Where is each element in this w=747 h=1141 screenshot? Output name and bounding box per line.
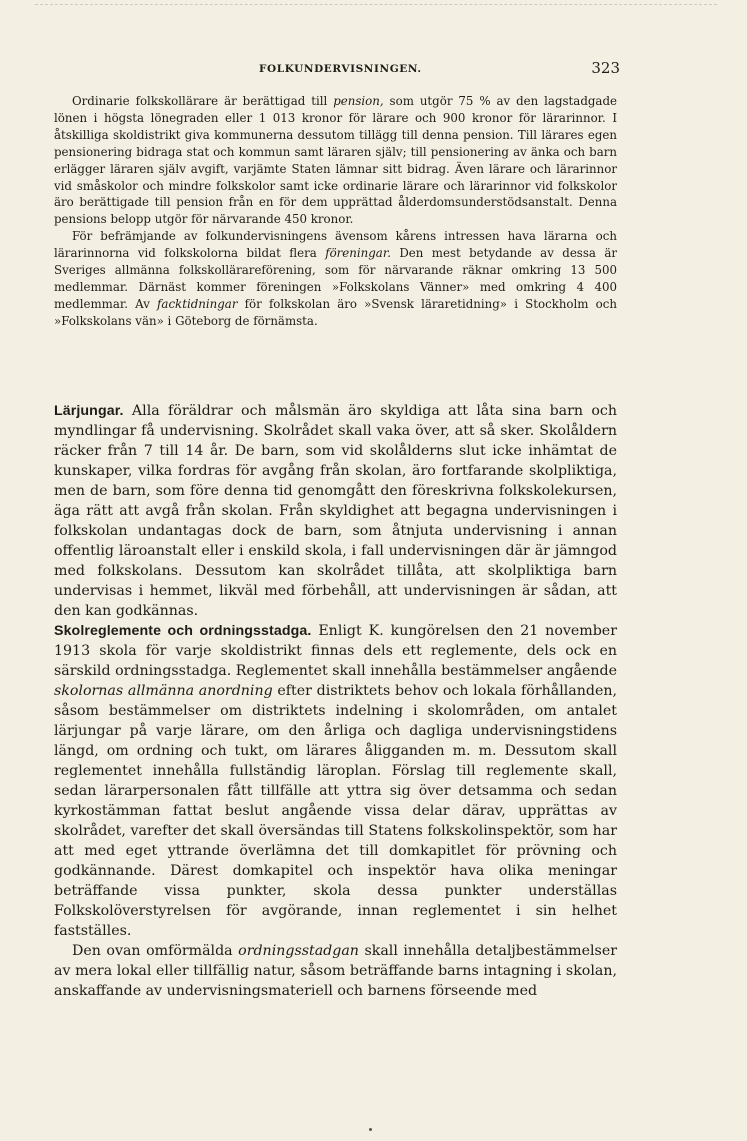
term-facktidningar: facktidningar [157, 296, 238, 311]
page-top-edge [35, 4, 717, 5]
pupils-paragraph: Lärjungar. Alla föräldrar och målsmän äro skyldiga att låta sina barn och myndlingar få undervisning. Skolrådet skall vaka över, att så sker. Skolåldern räcker från 7 till 14 år. De barn, som vid skolålderns slut icke inhämtat de kunskaper, vilka fordras för avgång från skolan, äro fortfarande skolpliktiga, men de barn, som före denna tid genomgått den föreskrivna folkskolekursen, äga rätt att avgå från skolan. Från skyldighet att begagna undervisningen i folkskolan undantagas dock de barn, som åtnjuta undervisning i annan offentlig läroanstalt eller i enskild skola, i fall undervisningen där är jämngod med folkskolans. Dessutom kan skolrådet tillåta, att skolpliktiga barn undervisas i hemmet, likväl med förbehåll, att undervisningen är sådan, att den kan godkännas. [54, 403, 617, 619]
pension-paragraph: Ordinarie folkskollärare är berättigad till pension, som utgör 75 % av den lagstadgade lönen i högsta lönegraden eller 1 013 kronor för lärare och 900 kronor för lärarinnor. I åtskilliga skoldistrikt giva kommunerna dessutom tillägg till denna pension. Till lärares egen pensionering bidraga stat och kommun samt läraren själv; till pensionering av änka och barn erlägger läraren själv avgift, varjämte Staten lämnar sitt bidrag. Även lärare och lärarinnor vid småskolor och mindre folkskolor samt icke ordinarie lärare och lärarinnor vid folkskolor äro berättigade till pension från en för dem upprättad ålderdomsunderstödsanstalt. Denna pensions belopp utgör för närvarande 450 kronor. [54, 94, 617, 227]
print-mark [369, 1128, 372, 1131]
term-skolornas-anordning: skolornas allmänna anordning [54, 683, 273, 699]
regulations-paragraph: Skolreglemente och ordningsstadga. Enligt K. kungörelsen den 21 november 1913 skola för varje skoldistrikt finnas dels ett reglemente, dels ock en särskild ordningsstadga. Reglementet skall innehålla bestämmelser angående skolornas allmänna anordning efter distriktets behov och lokala förhållanden, såsom bestämmelser om distriktets indelning i skolområden, om antalet lärjungar på varje lärare, om den årliga och dagliga undervisningstidens längd, om ordning och tukt, om lärares åligganden m. m. Dessutom skall reglementet innehålla fullständig läroplan. Förslag till reglemente skall, sedan lärarpersonalen fått tillfälle att yttra sig över detsamma och sedan kyrkostämman fattat beslut angående vissa delar därav, upprättas av skolrådet, varefter det skall översändas till Statens folkskolinspektör, som har att med eget yttrande överlämna det till domkapitlet för prövning och godkännande. Därest domkapitel och inspektör hava olika meningar beträffande vissa punkter, skola dessa punkter underställas Folkskolöverstyrelsen för avgörande, innan reglementet i sin helhet fastställes. [54, 623, 617, 939]
term-foreningar: föreningar. [325, 246, 391, 261]
term-pension: pension, [333, 94, 384, 108]
term-ordningsstadgan: ordningsstadgan [238, 943, 359, 959]
ordinance-paragraph: Den ovan omförmälda ordningsstadgan skall innehålla detaljbestämmelser av mera lokal eller tillfällig natur, såsom beträffande barns intagning i skolan, anskaffande av undervisningsmateriell och barnens förseende med [54, 943, 617, 999]
running-title: FOLKUNDERVISNINGEN. [259, 63, 422, 75]
page-header [54, 59, 620, 79]
main-text-section [54, 401, 617, 1001]
associations-paragraph: För befrämjande av folkundervisningens ävensom kårens intressen hava lärarna och lärarinnorna vid folkskolorna bildat flera föreningar. Den mest betydande av dessa är Sveriges allmänna folkskollärareförening, som för närvarande räknar omkring 13 500 medlemmar. Därnäst kommer föreningen »Folkskolans Vänner» med omkring 4 400 medlemmar. Av facktidningar för folkskolan äro »Svensk läraretidning» i Stockholm och »Folkskolans vän» i Göteborg de förnämsta. [54, 229, 618, 328]
heading-skolreglemente: Skolreglemente och ordningsstadga. [54, 623, 312, 639]
heading-larjungar: Lärjungar. [54, 403, 124, 419]
page-number: 323 [591, 59, 620, 77]
small-print-section [54, 93, 617, 330]
